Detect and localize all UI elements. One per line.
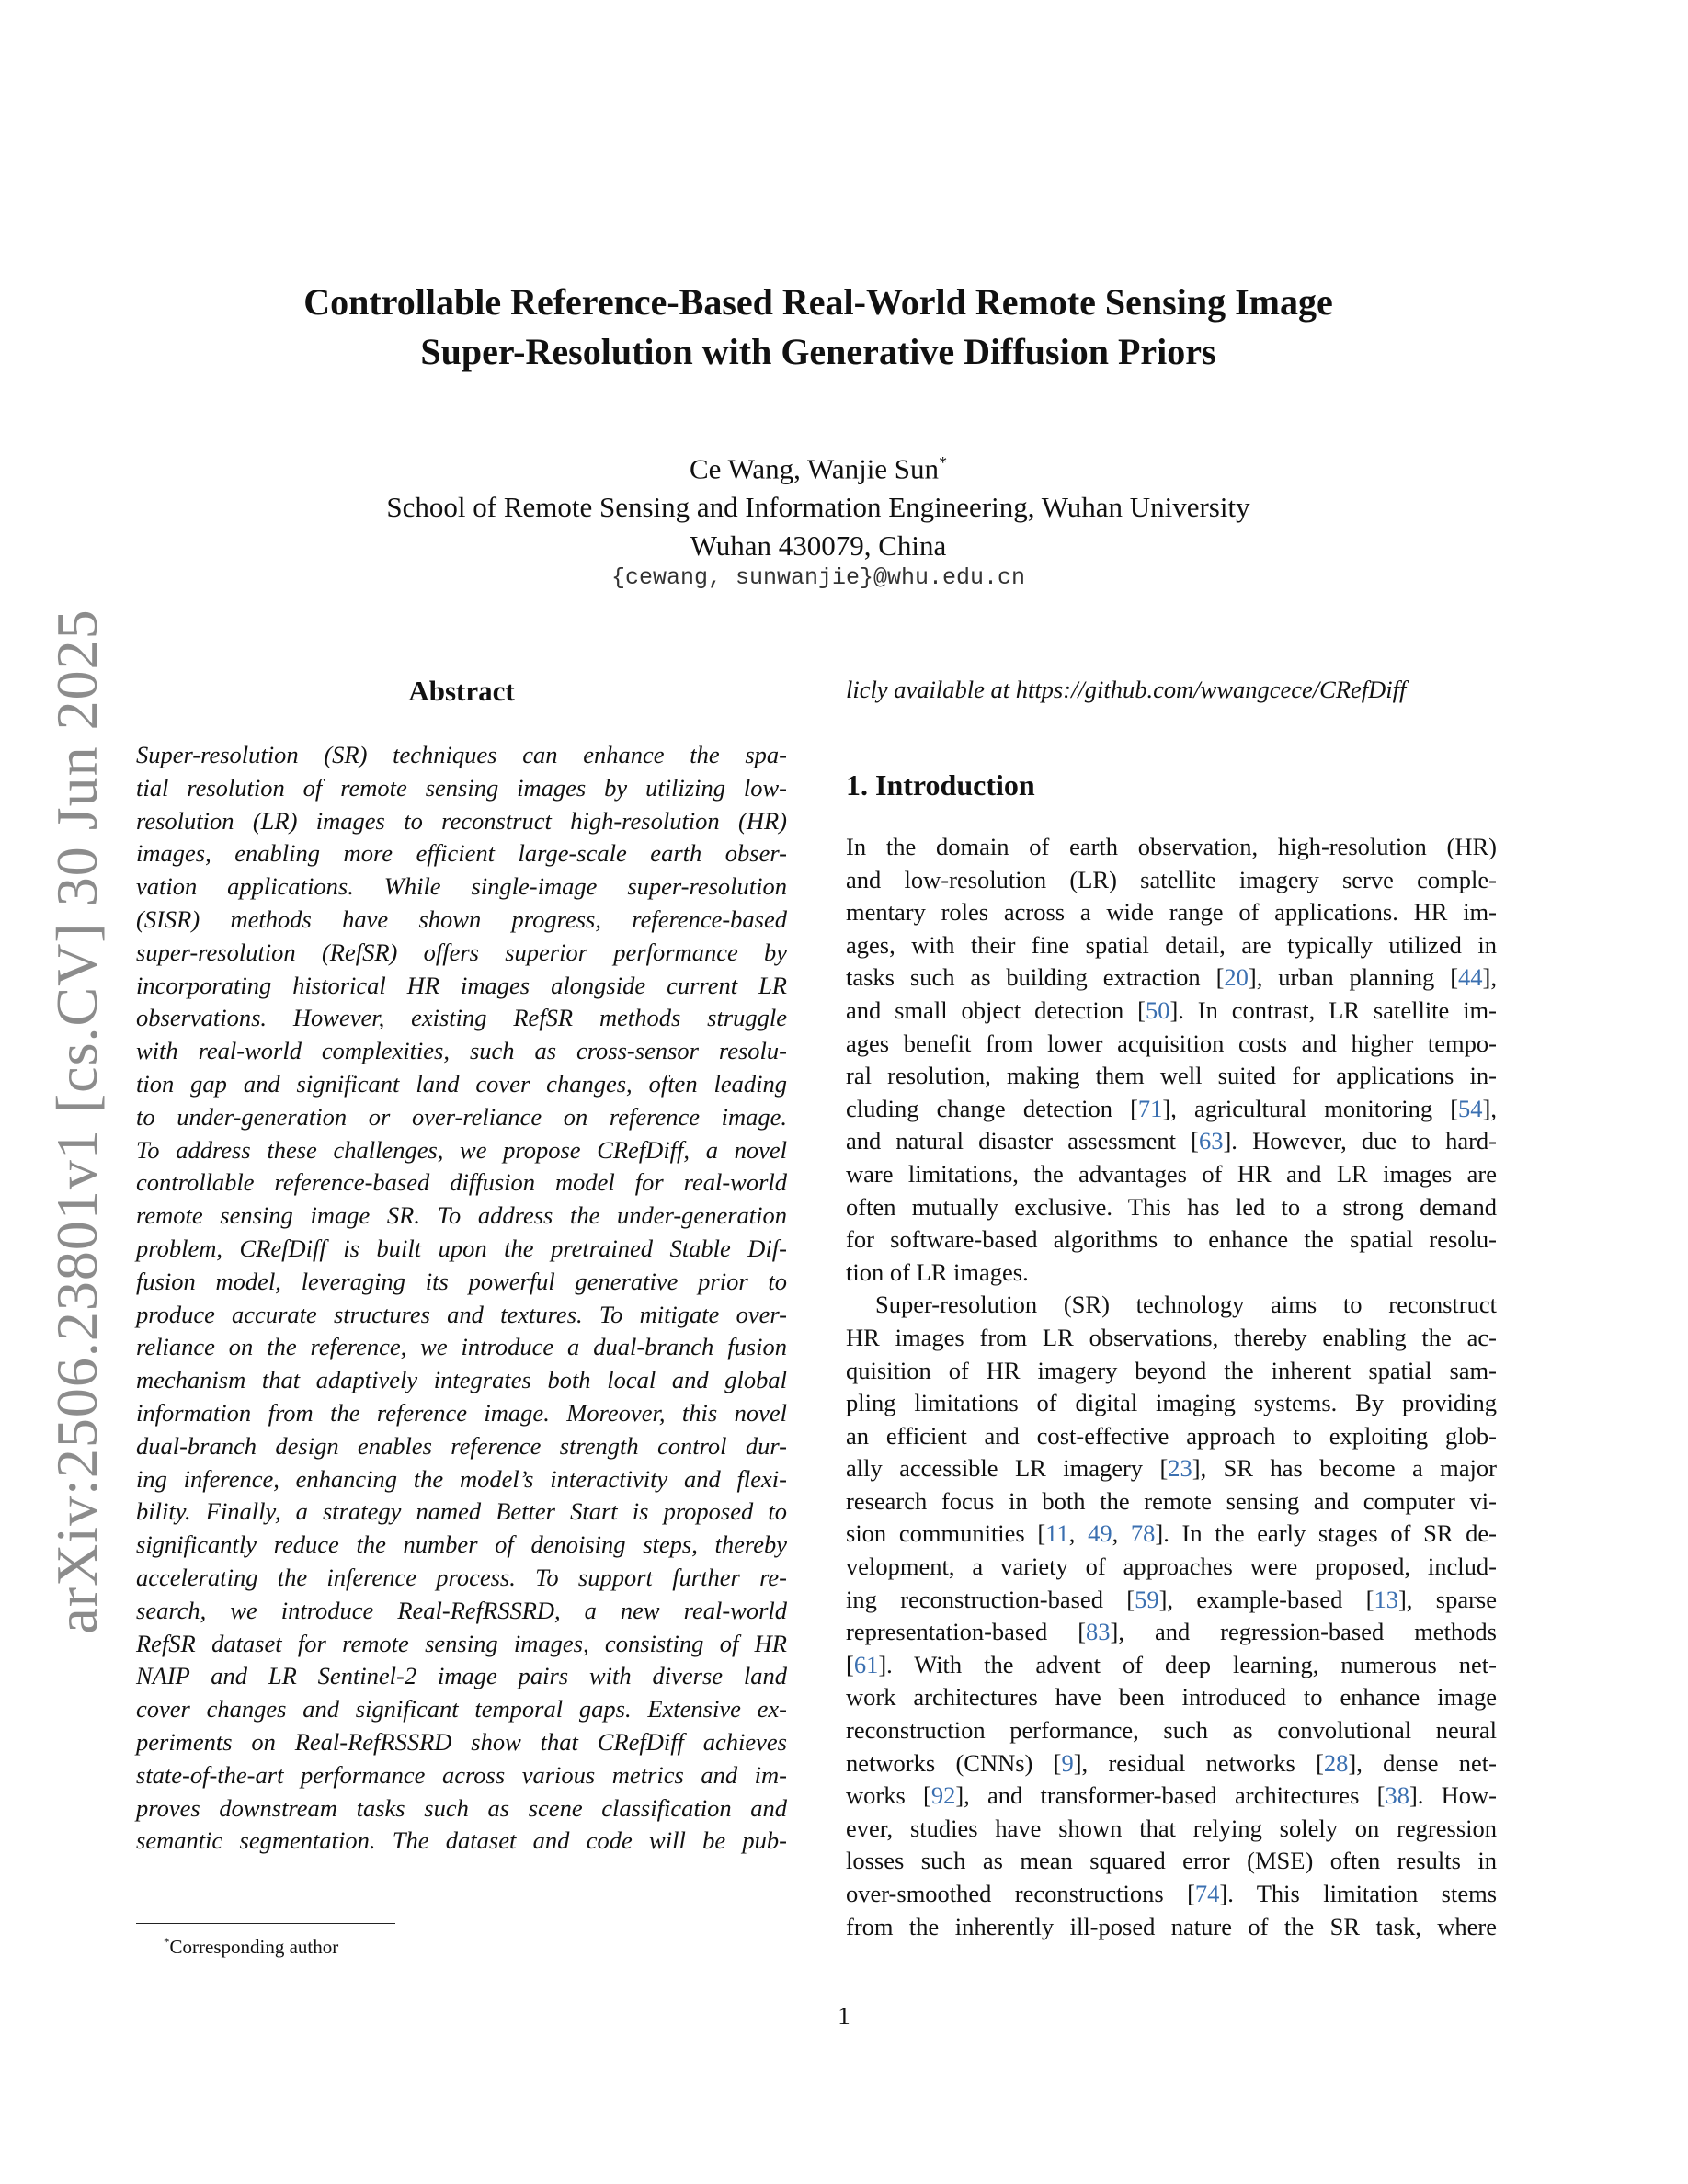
citation-link[interactable]: 28 xyxy=(1323,1748,1349,1777)
abstract-line: (SISR) methods have shown progress, reference-based xyxy=(136,904,787,933)
abstract-line: semantic segmentation. The dataset and code will be pub- xyxy=(136,1826,787,1855)
abstract-line: RefSR dataset for remote sensing images, consisting of HR xyxy=(136,1629,787,1657)
citation-link[interactable]: 50 xyxy=(1145,995,1170,1024)
abstract-line: search, we introduce Real-RefRSSRD, a new real-world xyxy=(136,1596,787,1624)
abstract-line: bility. Finally, a strategy named Better Start is proposed to xyxy=(136,1497,787,1526)
intro-line: [61]. With the advent of deep learning, numerous net- xyxy=(846,1650,1497,1678)
corresponding-mark: * xyxy=(939,453,948,472)
abstract-line: observations. However, existing RefSR methods struggle xyxy=(136,1004,787,1032)
intro-line: ages, with their fine spatial detail, are typically utilized in xyxy=(846,930,1497,959)
paper-title xyxy=(202,278,1434,377)
intro-line: networks (CNNs) [9], residual networks [28], dense net- xyxy=(846,1748,1497,1777)
abstract-heading: Abstract xyxy=(408,675,515,707)
citation-link[interactable]: 13 xyxy=(1374,1585,1398,1613)
abstract-line: dual-branch design enables reference strength control dur- xyxy=(136,1431,787,1460)
abstract-line: with real-world complexities, such as cross-sensor resolu- xyxy=(136,1037,787,1065)
abstract-line: proves downstream tasks such as scene classification and xyxy=(136,1793,787,1822)
citation-link[interactable]: 23 xyxy=(1168,1454,1192,1483)
abstract-line: NAIP and LR Sentinel-2 image pairs with diverse land xyxy=(136,1662,787,1690)
abstract-line: remote sensing image SR. To address the under-generation xyxy=(136,1201,787,1230)
footnote xyxy=(164,1928,338,1961)
abstract-line: cover changes and significant temporal gaps. Extensive ex- xyxy=(136,1695,787,1723)
citation-link[interactable]: 63 xyxy=(1198,1127,1224,1155)
abstract-line: images, enabling more efficient large-scale earth obser- xyxy=(136,839,787,868)
citation-link[interactable]: 54 xyxy=(1458,1094,1483,1122)
intro-line: ing reconstruction-based [59], example-based [13], sparse xyxy=(846,1585,1497,1613)
abstract-line: tial resolution of remote sensing images by utilizing low- xyxy=(136,773,787,802)
footnote-divider xyxy=(136,1923,395,1924)
abstract-continuation: licly available at https://github.com/wwangcece/CRefDiff xyxy=(846,676,1407,703)
intro-line: ral resolution, making them well suited for applications in- xyxy=(846,1062,1497,1090)
citation-link[interactable]: 49 xyxy=(1088,1519,1112,1548)
intro-line: tasks such as building extraction [20], urban planning [44], xyxy=(846,963,1497,992)
intro-line: ware limitations, the advantages of HR and LR images are xyxy=(846,1159,1497,1188)
intro-line: In the domain of earth observation, high-resolution (HR) xyxy=(846,833,1497,860)
abstract-line: information from the reference image. Moreover, this novel xyxy=(136,1398,787,1427)
introduction-column xyxy=(846,673,1497,1943)
title-line: Super-Resolution with Generative Diffusion Priors xyxy=(420,331,1216,372)
abstract-line: super-resolution (RefSR) offers superior performance by xyxy=(136,938,787,966)
citation-link[interactable]: 38 xyxy=(1385,1781,1409,1810)
intro-line: losses such as mean squared error (MSE) often results in xyxy=(846,1847,1497,1875)
intro-line: from the inherently ill-posed nature of the SR task, where xyxy=(846,1912,1497,1940)
abstract-line: reliance on the reference, we introduce a dual-branch fusion xyxy=(136,1333,787,1361)
citation-link[interactable]: 78 xyxy=(1130,1519,1156,1548)
intro-line: and small object detection [50]. In contrast, LR satellite im- xyxy=(846,995,1497,1024)
citation-link[interactable]: 9 xyxy=(1061,1748,1074,1777)
citation-link[interactable]: 74 xyxy=(1194,1880,1220,1907)
citation-link[interactable]: 92 xyxy=(930,1781,956,1810)
citation-link[interactable]: 83 xyxy=(1086,1618,1111,1646)
intro-line: Super-resolution (SR) technology aims to reconstruct xyxy=(875,1291,1497,1319)
intro-line: cluding change detection [71], agricultural monitoring [54], xyxy=(846,1094,1497,1122)
citation-link[interactable]: 59 xyxy=(1135,1585,1159,1613)
abstract-line: ing inference, enhancing the model’s interactivity and flexi- xyxy=(136,1464,787,1493)
intro-line: tion of LR images. xyxy=(846,1257,1029,1286)
abstract-line: Super-resolution (SR) techniques can enhance the spa- xyxy=(136,741,787,768)
intro-line: pling limitations of digital imaging systems. By providing xyxy=(846,1389,1497,1417)
abstract-line: accelerating the inference process. To support further re- xyxy=(136,1563,787,1591)
abstract-line: to under-generation or over-reliance on reference image. xyxy=(136,1102,787,1131)
affiliation-line: School of Remote Sensing and Information Engineering, Wuhan University xyxy=(386,491,1250,524)
abstract-line: To address these challenges, we propose CRefDiff, a novel xyxy=(136,1135,787,1164)
citation-link[interactable]: 11 xyxy=(1045,1519,1069,1548)
intro-line: quisition of HR imagery beyond the inherent spatial sam- xyxy=(846,1356,1497,1384)
intro-line: an efficient and cost-effective approach to exploiting glob- xyxy=(846,1421,1497,1450)
intro-line: works [92], and transformer-based architectures [38]. How- xyxy=(846,1781,1497,1810)
affiliation-line: Wuhan 430079, China xyxy=(690,529,947,563)
footnote-text: Corresponding author xyxy=(169,1936,339,1958)
intro-line: over-smoothed reconstructions [74]. This limitation stems xyxy=(846,1880,1498,1907)
introduction-body xyxy=(846,831,1497,1943)
abstract-line: problem, CRefDiff is built upon the pretrained Stable Dif- xyxy=(136,1234,787,1262)
title-line: Controllable Reference-Based Real-World Remote Sensing Image xyxy=(303,281,1333,323)
abstract-body xyxy=(136,739,787,1858)
citation-link[interactable]: 61 xyxy=(853,1650,879,1678)
abstract-line: incorporating historical HR images alongside current LR xyxy=(136,971,787,999)
citation-link[interactable]: 20 xyxy=(1224,963,1249,992)
intro-line: representation-based [83], and regression-based methods xyxy=(846,1618,1497,1646)
author-email: {cewang, sunwanjie}@whu.edu.cn xyxy=(610,564,1026,591)
page-number: 1 xyxy=(838,2002,850,2030)
abstract-line: fusion model, leveraging its powerful generative prior to xyxy=(136,1267,787,1295)
abstract-line: mechanism that adaptively integrates both local and global xyxy=(136,1366,787,1394)
intro-line: mentary roles across a wide range of applications. HR im- xyxy=(846,898,1497,927)
intro-line: ally accessible LR imagery [23], SR has become a major xyxy=(846,1454,1497,1483)
abstract-line: resolution (LR) images to reconstruct high-resolution (HR) xyxy=(136,806,787,835)
intro-line: ever, studies have shown that relying solely on regression xyxy=(846,1814,1497,1842)
author-block xyxy=(202,443,1434,565)
intro-line: HR images from LR observations, thereby enabling the ac- xyxy=(846,1323,1497,1351)
abstract-line: controllable reference-based diffusion model for real-world xyxy=(136,1168,787,1197)
abstract-column xyxy=(136,673,787,1858)
intro-line: and natural disaster assessment [63]. However, due to hard- xyxy=(846,1127,1497,1155)
abstract-line: periments on Real-RefRSSRD show that CRefDiff achieves xyxy=(136,1727,787,1756)
intro-line: research focus in both the remote sensing and computer vi- xyxy=(846,1486,1497,1515)
abstract-line: tion gap and significant land cover changes, often leading xyxy=(136,1069,787,1098)
footnote-mark: * xyxy=(164,1935,170,1949)
intro-line: velopment, a variety of approaches were proposed, includ- xyxy=(846,1553,1497,1581)
intro-line: and low-resolution (LR) satellite imagery serve comple- xyxy=(846,865,1497,893)
intro-line: often mutually exclusive. This has led to a strong demand xyxy=(846,1192,1497,1221)
author-names: Ce Wang, Wanjie Sun* xyxy=(689,452,948,485)
intro-line: work architectures have been introduced to enhance image xyxy=(846,1683,1497,1712)
abstract-line: vation applications. While single-image super-resolution xyxy=(136,872,787,901)
arxiv-stamp: arXiv:2506.23801v1 [cs.CV] 30 Jun 2025 xyxy=(44,609,109,1634)
section-heading: 1. Introduction xyxy=(846,768,1035,802)
intro-line: sion communities [11, 49, 78]. In the early stages of SR de- xyxy=(846,1519,1498,1548)
abstract-line: significantly reduce the number of denoising steps, thereby xyxy=(136,1530,787,1559)
citation-link[interactable]: 71 xyxy=(1137,1094,1163,1122)
intro-line: reconstruction performance, such as convolutional neural xyxy=(846,1716,1497,1745)
abstract-line: state-of-the-art performance across various metrics and im- xyxy=(136,1760,787,1789)
abstract-line: produce accurate structures and textures. To mitigate over- xyxy=(136,1300,787,1328)
intro-line: ages benefit from lower acquisition costs and higher tempo- xyxy=(846,1029,1497,1057)
intro-line: for software-based algorithms to enhance the spatial resolu- xyxy=(846,1225,1497,1254)
citation-link[interactable]: 44 xyxy=(1458,963,1483,992)
